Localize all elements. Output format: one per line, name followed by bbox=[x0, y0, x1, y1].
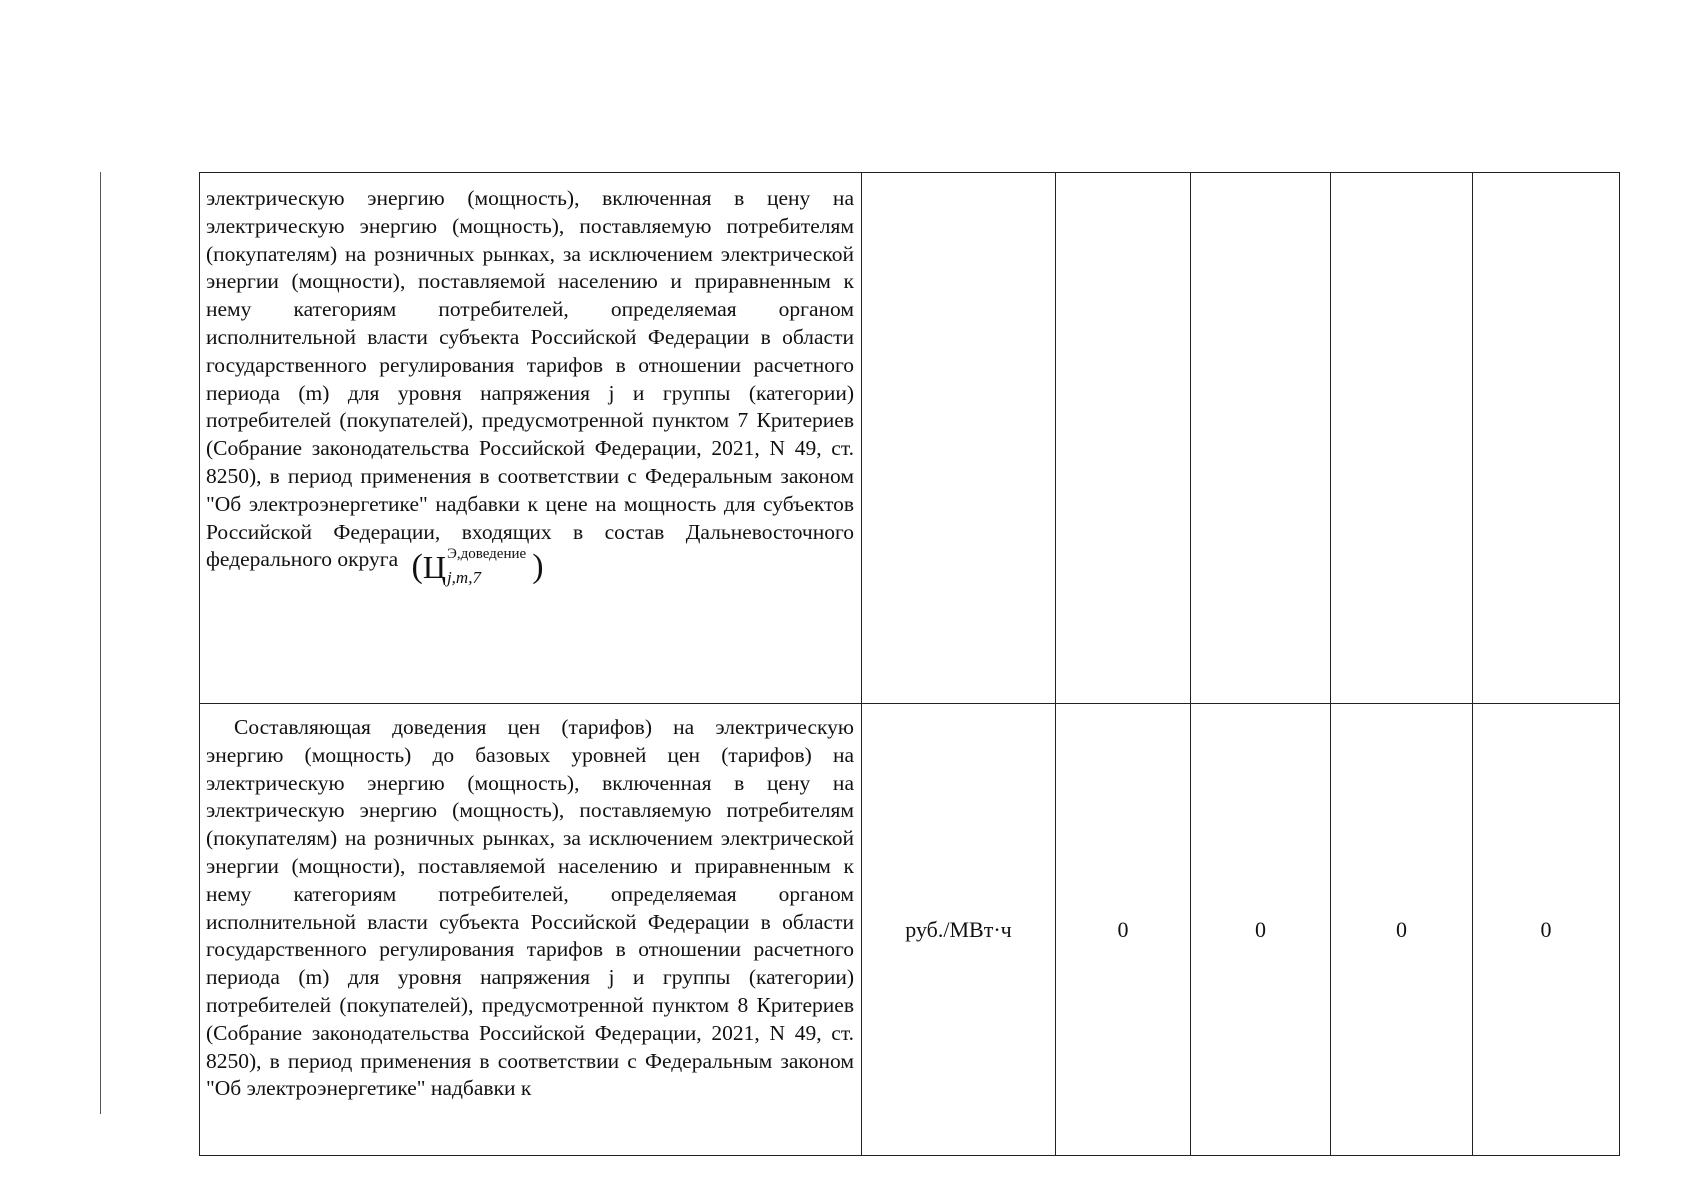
value-cell: 0 bbox=[1331, 704, 1473, 1156]
value-cell: 0 bbox=[1056, 704, 1191, 1156]
value-cell bbox=[1331, 173, 1473, 704]
row-description-cell bbox=[200, 704, 862, 1156]
page-margin-line bbox=[100, 172, 101, 1114]
value-cell bbox=[1056, 173, 1191, 704]
table-row bbox=[200, 173, 1620, 704]
row-description-cell bbox=[200, 173, 862, 704]
formula-scripts bbox=[446, 546, 527, 588]
value-cell bbox=[1473, 173, 1620, 704]
formula-open-paren: ( bbox=[411, 548, 423, 586]
tariff-formula bbox=[411, 546, 544, 588]
formula-base-symbol: Ц bbox=[422, 549, 446, 586]
value-cell bbox=[1191, 173, 1331, 704]
tariff-table bbox=[199, 172, 1620, 1156]
table-row bbox=[200, 704, 1620, 1156]
unit-cell bbox=[862, 173, 1056, 704]
formula-close-paren: ) bbox=[532, 548, 544, 586]
value-cell: 0 bbox=[1473, 704, 1620, 1156]
formula-superscript: Э,доведение bbox=[446, 546, 527, 563]
value-cell: 0 bbox=[1191, 704, 1331, 1156]
unit-cell: руб./МВт·ч bbox=[862, 704, 1056, 1156]
formula-subscript: j,m,7 bbox=[446, 568, 481, 588]
row-description-text: Составляющая доведения цен (тарифов) на электрическую энергию (мощность) до базовых уровней цен (тарифов) на электрическую энергию (мощность), включенная в цену на электрическую энергию (мощность), поставляемую потребителям (покупателям) на розничных рынках, за исключением электрической энергии (мощности), поставляемой населению и приравненным к нему категориям потребителей, определяемая органом исполнительной власти субъекта Российской Федерации в области государственного регулирования тарифов в отношении расчетного периода (m) для уровня напряжения j и группы (категории) потребителей (покупателей), предусмотренной пунктом 8 Критериев (Собрание законодательства Российской Федерации, 2021, N 49, ст. 8250), в период применения в соответствии с Федеральным законом "Об электроэнергетике" надбавки к bbox=[206, 715, 854, 1101]
row-description-text: электрическую энергию (мощность), включенная в цену на электрическую энергию (мощность), поставляемую потребителям (покупателям) на розничных рынках, за исключением электрической энергии (мощности), поставляемой населению и приравненным к нему категориям потребителей, определяемая органом исполнительной власти субъекта Российской Федерации в области государственного регулирования тарифов в отношении расчетного периода (m) для уровня напряжения j и группы (категории) потребителей (покупателей), предусмотренной пунктом 7 Критериев (Собрание законодательства Российской Федерации, 2021, N 49, ст. 8250), в период применения в соответствии с Федеральным законом "Об электроэнергетике" надбавки к цене на мощность для субъектов Российской Федерации, входящих в состав Дальневосточного федерального округа bbox=[206, 186, 854, 572]
